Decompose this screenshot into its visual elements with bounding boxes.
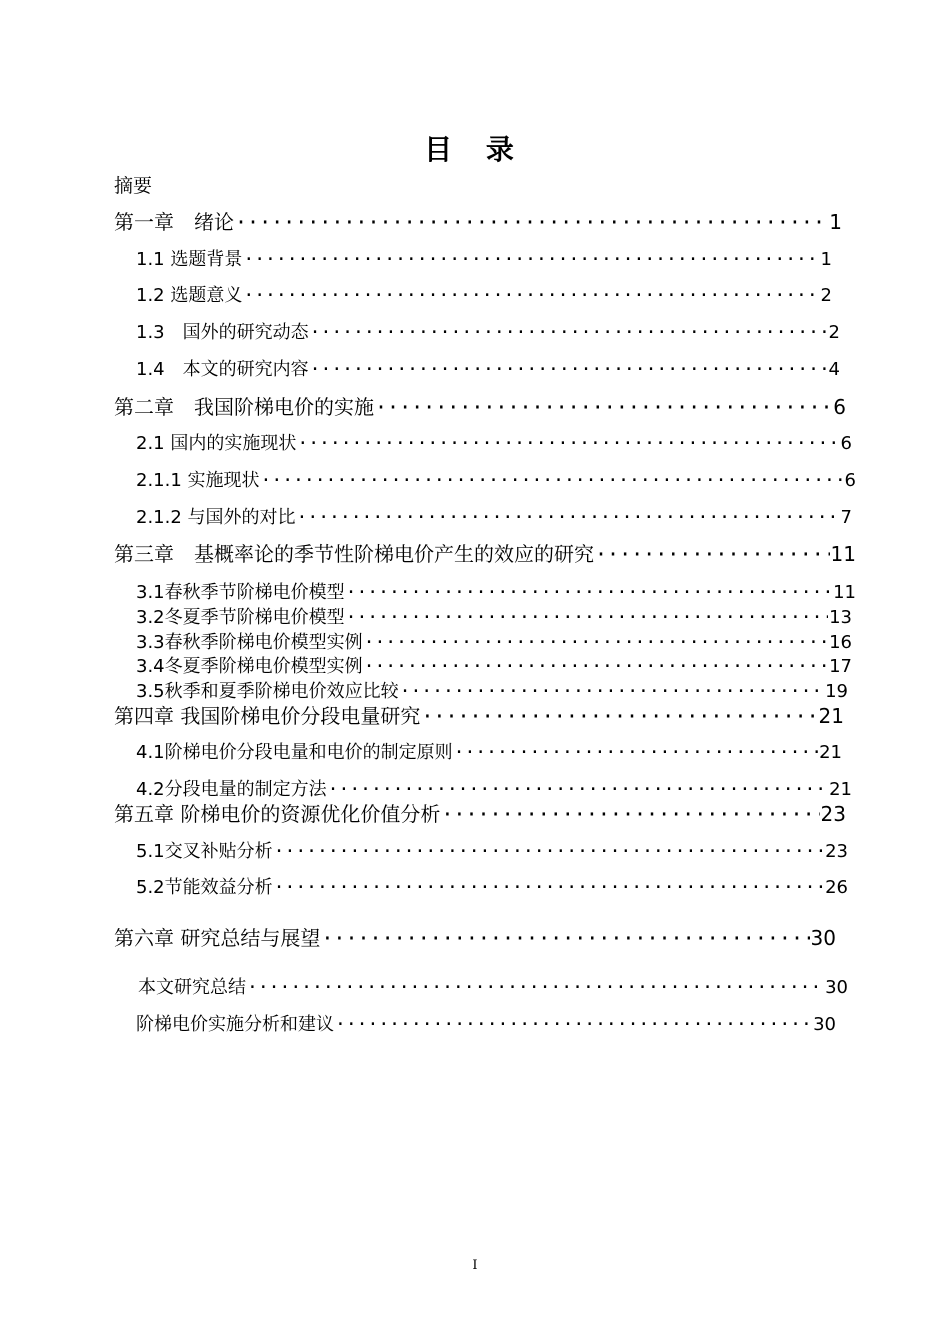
toc-entry[interactable] [136,465,856,497]
toc-entry-page: 30 [810,926,836,950]
toc-entry-label: 2.1.1 实施现状 [136,470,260,491]
toc-entry-label: 3.2冬夏季节阶梯电价模型 [136,607,345,628]
toc-entry-label: 5.1交叉补贴分析 [136,841,273,862]
toc-entry-page: 17 [829,656,852,677]
toc-entry-page: 13 [829,607,852,628]
toc-entry-label: 4.2分段电量的制定方法 [136,779,327,800]
toc-entry-page: 4 [828,359,840,380]
toc-entry-page: 30 [825,977,848,998]
toc-entry-page: 6 [844,470,856,491]
toc-entry-label: 第五章 阶梯电价的资源优化价值分析 [114,802,441,826]
toc-entry-page: 21 [829,779,852,800]
toc-entry-label: 4.1阶梯电价分段电量和电价的制定原则 [136,742,453,763]
toc-entry-label: 2.1.2 与国外的对比 [136,507,296,528]
toc-entry-label: 阶梯电价实施分析和建议 [136,1014,334,1035]
toc-entry-page: 26 [825,877,848,898]
toc-entry[interactable] [136,354,840,386]
leader-dots [243,244,819,276]
toc-entry-page: 19 [825,681,848,702]
leader-dots [247,972,824,1004]
leader-dots [335,1009,812,1041]
toc-entry[interactable] [136,244,832,276]
toc-entry-label: 本文研究总结 [138,977,246,998]
leader-dots [261,465,844,497]
toc-entry-label: 1.1 选题背景 [136,249,243,270]
toc-entry-page: 1 [820,249,832,270]
toc-entry[interactable] [136,428,852,460]
leader-dots [235,206,828,238]
page-number: I [472,1258,478,1273]
toc-entry[interactable] [136,317,840,349]
toc-entry-page: 6 [840,433,852,454]
toc-entry[interactable] [114,538,856,570]
toc-entry-label: 1.4 本文的研究内容 [136,359,309,380]
toc-entry-page: 11 [830,542,856,566]
toc-entry[interactable] [136,502,852,534]
toc-entry-page: 6 [833,395,846,419]
toc-entry-page: 23 [820,802,846,826]
leader-dots [274,872,824,904]
page-title: 目 录 [424,133,526,166]
toc-entry-page: 2 [828,322,840,343]
toc-entry[interactable] [136,737,842,769]
toc-entry[interactable] [114,922,836,954]
toc-entry-label: 第三章 基概率论的季节性阶梯电价产生的效应的研究 [114,542,594,566]
toc-entry-page: 23 [825,841,848,862]
toc-entry-page: 21 [818,704,844,728]
toc-entry-label: 2.1 国内的实施现状 [136,433,297,454]
leader-dots [454,737,818,769]
toc-entry[interactable] [136,280,832,312]
toc-entry-page: 1 [829,210,842,234]
toc-entry[interactable] [138,972,848,1004]
leader-dots [375,391,832,423]
toc-entry-label: 3.3春秋季阶梯电价模型实例 [136,632,363,653]
toc-entry[interactable] [114,391,846,423]
toc-entry[interactable] [114,206,842,238]
toc-entry-label: 5.2节能效益分析 [136,877,273,898]
leader-dots [441,798,819,830]
toc-entry-label: 第二章 我国阶梯电价的实施 [114,395,374,419]
toc-entry-label: 3.4冬夏季阶梯电价模型实例 [136,656,363,677]
toc-entry-label: 1.2 选题意义 [136,285,243,306]
leader-dots [297,502,840,534]
toc-entry-page: 21 [819,742,842,763]
toc-entry-label: 第四章 我国阶梯电价分段电量研究 [114,704,421,728]
toc-entry-page: 16 [829,632,852,653]
toc-entry[interactable] [136,836,848,868]
toc-entry[interactable] [136,1009,836,1041]
toc-abstract: 摘要 [114,175,153,197]
toc-entry-label: 3.1春秋季节阶梯电价模型 [136,582,345,603]
leader-dots [310,354,828,386]
leader-dots [243,280,819,312]
leader-dots [595,538,830,570]
toc-entry-label: 第一章 绪论 [114,210,234,234]
leader-dots [321,922,809,954]
toc-entry[interactable] [136,872,848,904]
toc-entry-label: 第六章 研究总结与展望 [114,926,321,950]
leader-dots [274,836,824,868]
toc-entry-label: 3.5秋季和夏季阶梯电价效应比较 [136,681,399,702]
toc-entry-page: 11 [833,582,856,603]
toc-entry-page: 2 [820,285,832,306]
leader-dots [297,428,839,460]
leader-dots [310,317,828,349]
toc-entry[interactable] [114,798,846,830]
toc-entry[interactable] [114,700,844,732]
toc-entry-label: 1.3 国外的研究动态 [136,322,309,343]
toc-entry-page: 30 [813,1014,836,1035]
leader-dots [421,700,817,732]
toc-entry-page: 7 [840,507,852,528]
